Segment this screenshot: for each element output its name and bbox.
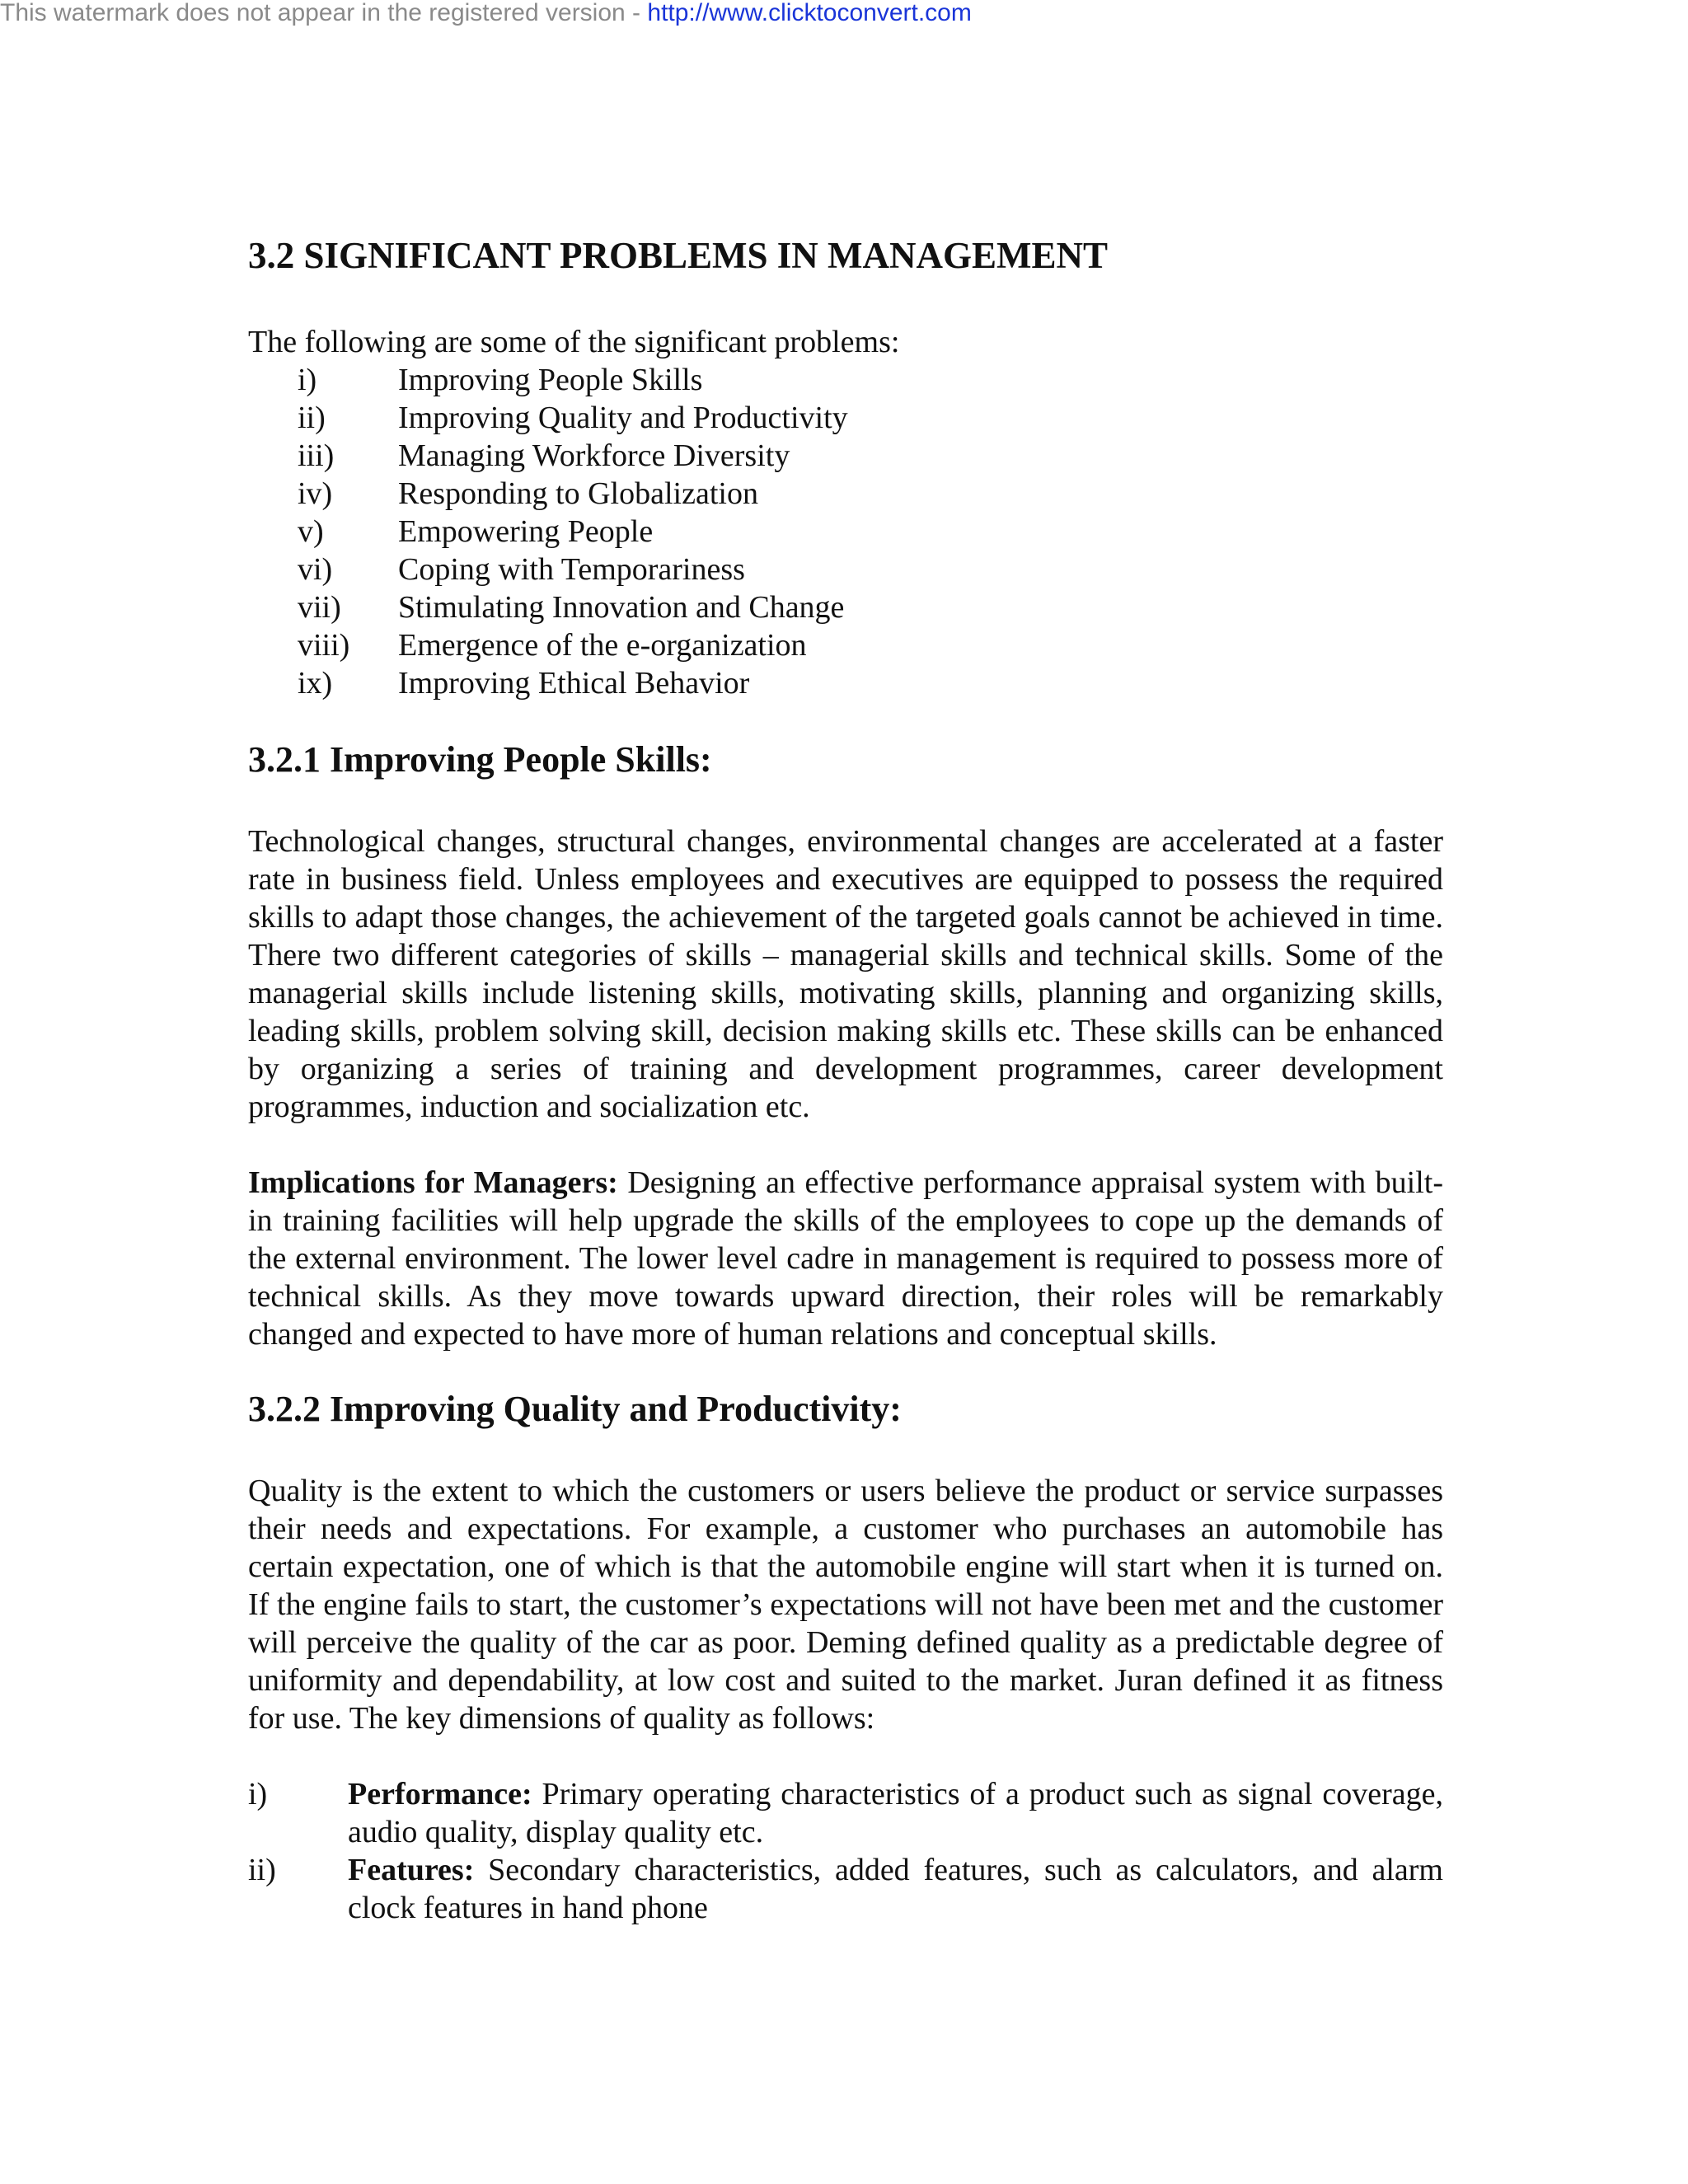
watermark-notice: [0, 0, 972, 26]
list-item: [248, 626, 1443, 664]
implications-label: Implications for Managers:: [248, 1165, 618, 1200]
subsection-heading-people-skills: 3.2.1 Improving People Skills:: [248, 739, 712, 780]
list-item: [248, 1851, 1443, 1927]
list-text: Empowering People: [398, 514, 654, 549]
implications-text: Designing an effective performance appraisal system with built-in training facilities will help upgrade the skills of the employees to cope up the demands of the external environment. The lower level cadre in management is required to possess more of technical skills. As they move towards upward direction, their roles will be remarkably changed and expected to have more of human relations and conceptual skills.: [248, 1165, 1443, 1352]
section-heading: 3.2 SIGNIFICANT PROBLEMS IN MANAGEMENT: [248, 235, 1109, 276]
implications-paragraph: [248, 1164, 1443, 1353]
list-item: [248, 551, 1443, 588]
list-number: ix): [298, 666, 333, 701]
list-item: [248, 664, 1443, 702]
list-number: iii): [298, 438, 335, 473]
people-skills-paragraph: Technological changes, structural changes, environmental changes are accelerated at a faster rate in business field. Unless employees and executives are equipped to possess the required skills to adapt those changes, the achievement of the targeted goals cannot be achieved in time. There two different categories of skills – managerial skills and technical skills. Some of the managerial skills include listening skills, motivating skills, planning and organizing skills, leading skills, problem solving skill, decision making skills etc. These skills can be enhanced by organizing a series of training and development programmes, career development programmes, induction and socialization etc.: [248, 824, 1443, 1124]
list-item: [248, 1775, 1443, 1851]
intro-text: The following are some of the significant problems:: [248, 325, 900, 359]
list-text: Stimulating Innovation and Change: [398, 590, 845, 625]
list-number: ii): [298, 401, 326, 435]
list-text: Improving People Skills: [398, 363, 703, 397]
list-text: Coping with Temporariness: [398, 552, 745, 587]
watermark-link[interactable]: http://www.clicktoconvert.com: [647, 0, 972, 26]
list-number: viii): [298, 628, 350, 663]
list-number: v): [298, 514, 324, 549]
list-item: [248, 361, 1443, 399]
list-text: Improving Ethical Behavior: [398, 666, 750, 701]
watermark-text: This watermark does not appear in the registered version -: [0, 0, 648, 26]
list-item: [248, 475, 1443, 513]
quality-dimensions-list: [248, 1775, 1443, 1927]
list-text: Emergence of the e-organization: [398, 628, 807, 663]
subsection-heading-quality: 3.2.2 Improving Quality and Productivity:: [248, 1389, 902, 1429]
list-number: i): [298, 363, 317, 397]
list-number: vii): [298, 590, 341, 625]
dimension-text: Secondary characteristics, added features, such as calculators, and alarm clock features in hand phone: [348, 1853, 1443, 1925]
problems-list: [248, 361, 1443, 702]
dimension-label: Performance:: [348, 1777, 532, 1811]
dimension-text: Primary operating characteristics of a product such as signal coverage, audio quality, display quality etc.: [348, 1777, 1443, 1849]
list-item: [248, 588, 1443, 626]
dimension-label: Features:: [348, 1853, 475, 1887]
document-page: [248, 232, 1443, 1927]
list-number: i): [248, 1777, 268, 1811]
quality-paragraph: Quality is the extent to which the customers or users believe the product or service surpasses their needs and expectations. For example, a customer who purchases an automobile has certain expectation, one of which is that the automobile engine will start when it is turned on. If the engine fails to start, the customer’s expectations will not have been met and the customer will perceive the quality of the car as poor. Deming defined quality as a predictable degree of uniformity and dependability, at low cost and suited to the market. Juran defined it as fitness for use. The key dimensions of quality as follows:: [248, 1474, 1443, 1736]
list-text: Improving Quality and Productivity: [398, 401, 848, 435]
list-number: vi): [298, 552, 333, 587]
list-number: iv): [298, 476, 333, 511]
list-item: [248, 399, 1443, 437]
list-item: [248, 513, 1443, 551]
list-number: ii): [248, 1853, 276, 1887]
list-text: Managing Workforce Diversity: [398, 438, 790, 473]
list-item: [248, 437, 1443, 475]
list-text: Responding to Globalization: [398, 476, 758, 511]
